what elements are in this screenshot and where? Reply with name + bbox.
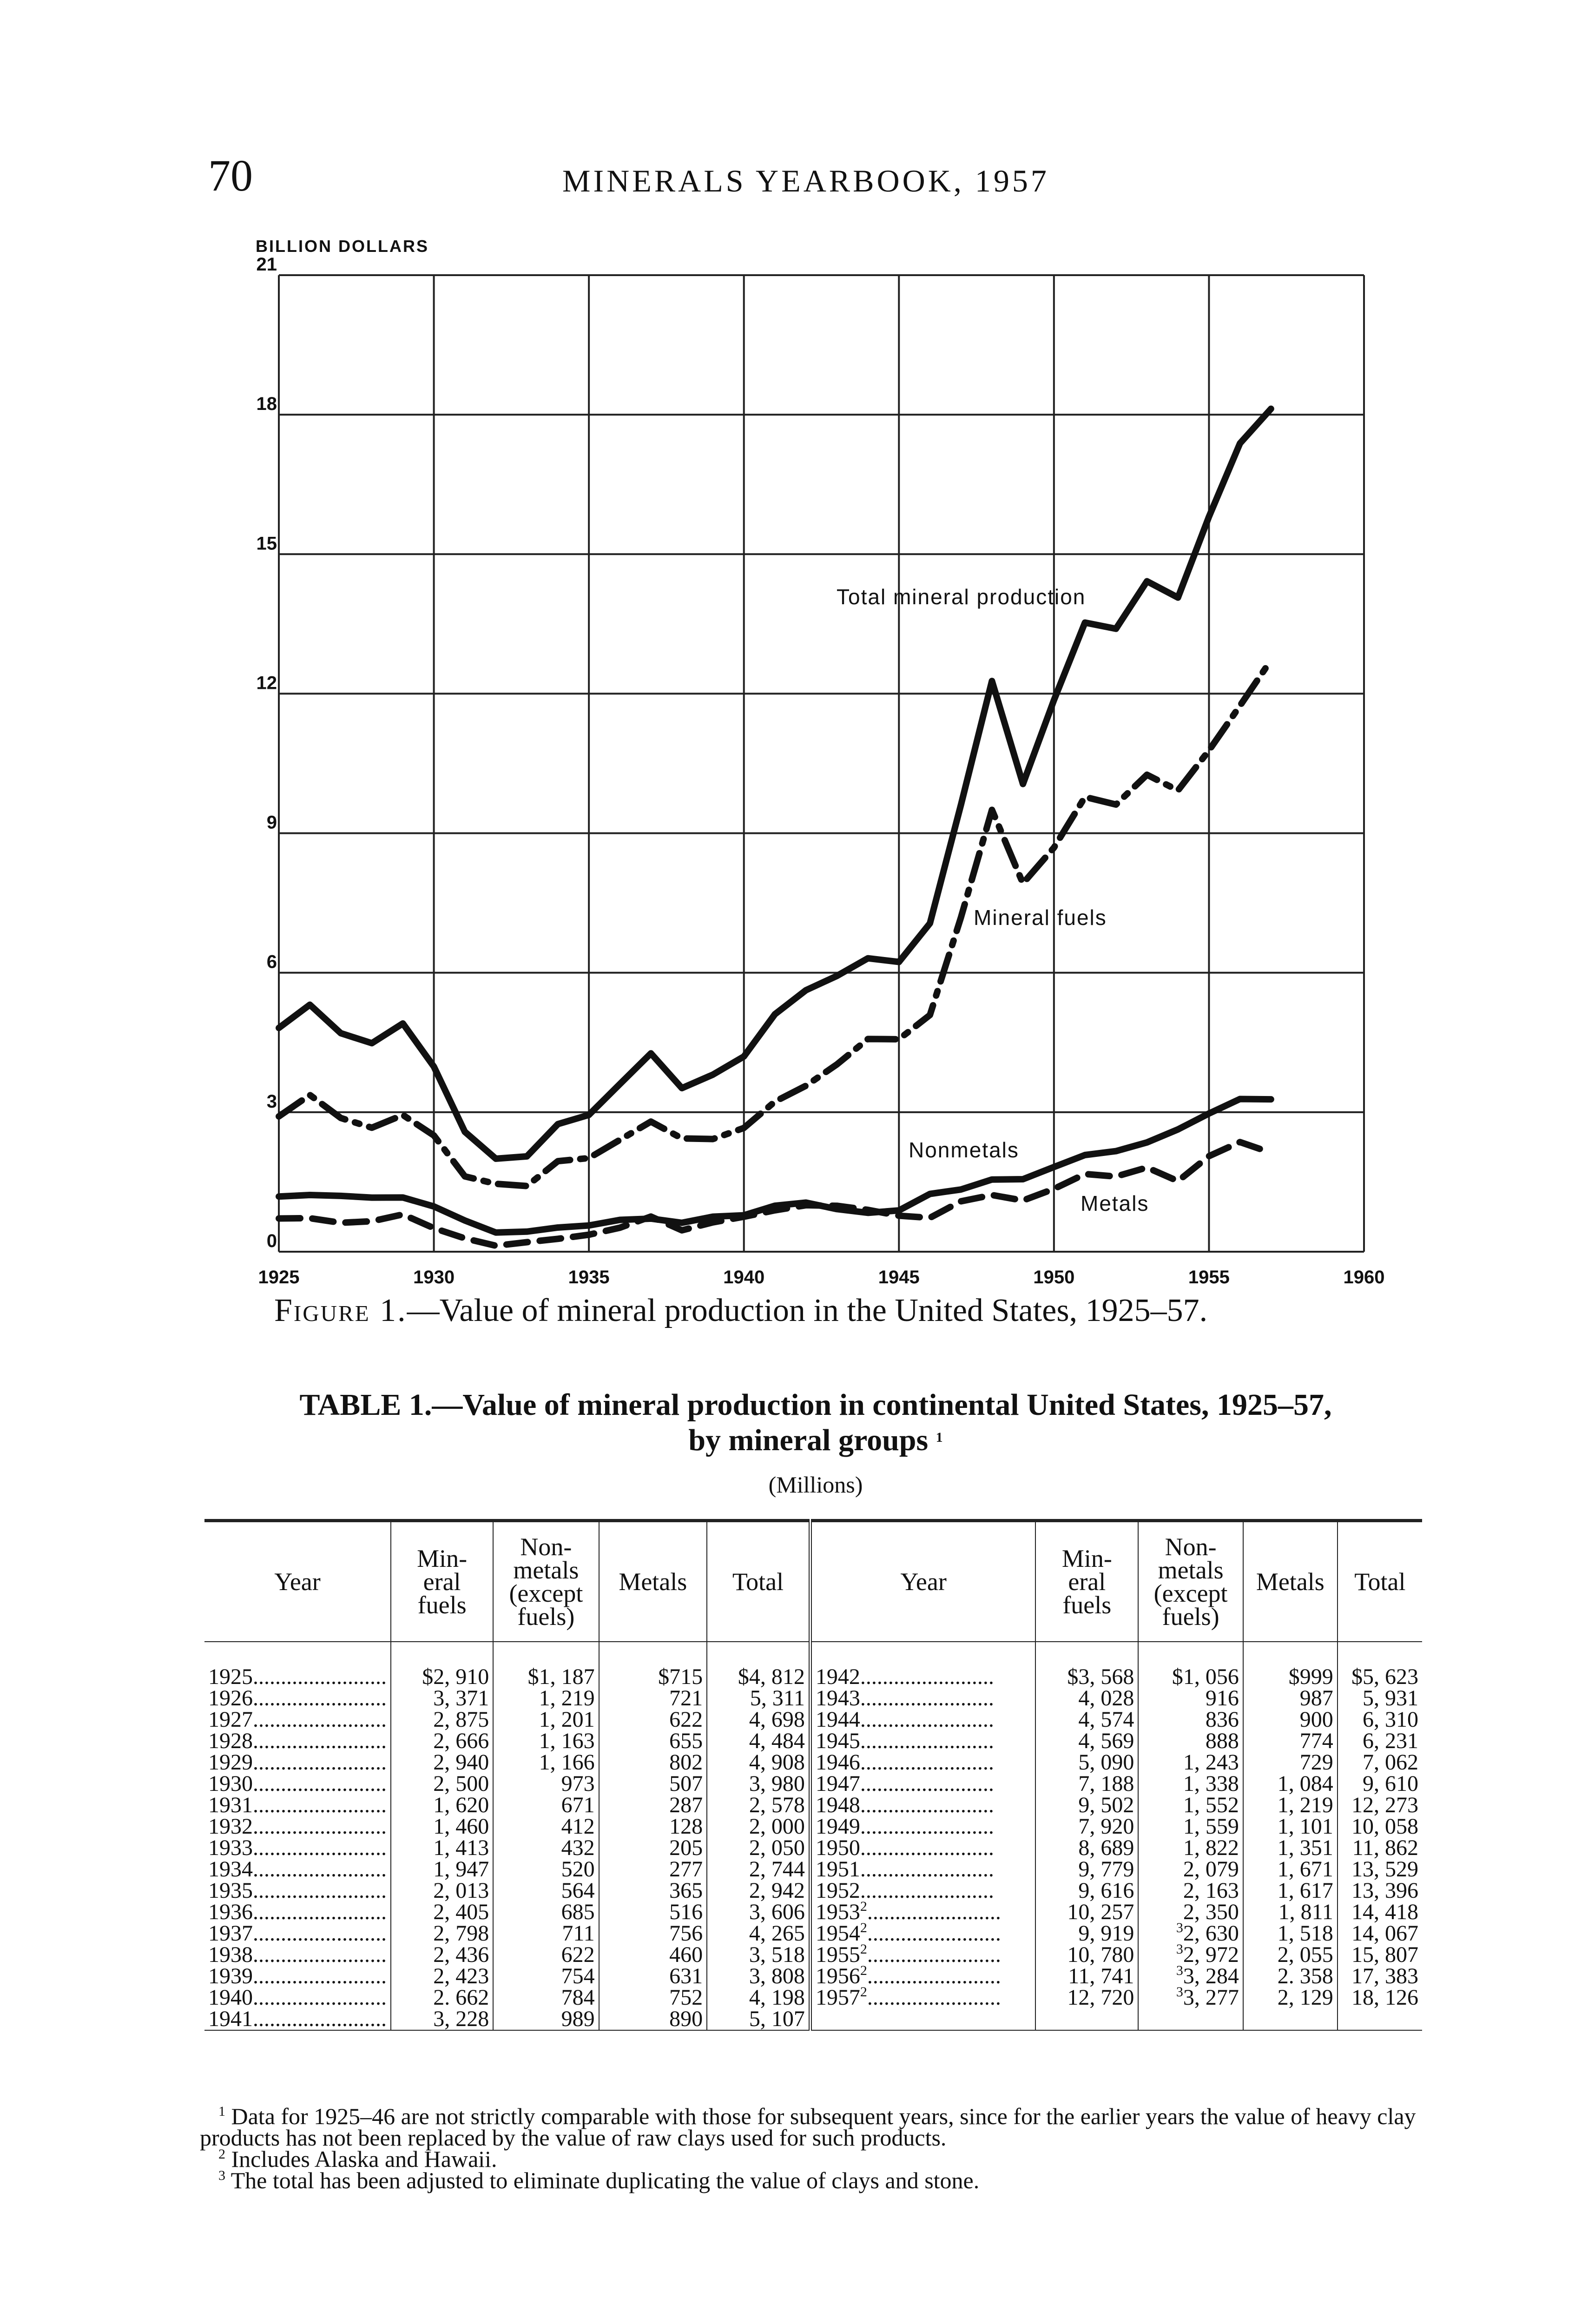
cell-total xyxy=(1338,2008,1422,2030)
cell-fuels: 12, 720 xyxy=(1035,1987,1138,2008)
y-tick-label: 0 xyxy=(266,1231,277,1251)
cell-metals: 460 xyxy=(599,1944,707,1966)
cell-fuels: 1, 620 xyxy=(391,1795,493,1816)
cell-metals: $999 xyxy=(1243,1642,1338,1688)
cell-metals: 987 xyxy=(1243,1688,1338,1709)
cell-year: 1932........................ xyxy=(208,1814,387,1839)
table-row xyxy=(204,1816,1422,1837)
cell-year: 1934........................ xyxy=(208,1857,387,1882)
cell-nonmetals: 784 xyxy=(493,1987,599,2008)
cell-total: 6, 231 xyxy=(1338,1730,1422,1752)
cell-fuels xyxy=(1035,2008,1138,2030)
cell-total: 4, 265 xyxy=(707,1923,810,1944)
cell-year: 1940........................ xyxy=(208,1985,387,2010)
cell-total: 3, 606 xyxy=(707,1901,810,1923)
cell-metals: 622 xyxy=(599,1709,707,1730)
series-label-metals: Metals xyxy=(1081,1191,1149,1215)
table-row xyxy=(204,1944,1422,1966)
cell-year: 1957$^2$........................ xyxy=(810,1987,1035,2008)
y-tick-label: 15 xyxy=(256,533,277,554)
cell-fuels: 2, 405 xyxy=(391,1901,493,1923)
cell-metals: 802 xyxy=(599,1752,707,1773)
cell-year: 1944........................ xyxy=(810,1709,1035,1730)
cell-total: 6, 310 xyxy=(1338,1709,1422,1730)
cell-metals xyxy=(1243,2008,1338,2030)
cell-nonmetals: 1, 163 xyxy=(493,1730,599,1752)
cell-nonmetals: 2, 079 xyxy=(1138,1859,1243,1880)
cell-nonmetals: $^3$2, 630 xyxy=(1138,1923,1243,1944)
y-tick-label: 9 xyxy=(266,812,277,833)
cell-year: 1927........................ xyxy=(208,1707,387,1732)
table-row xyxy=(204,1837,1422,1859)
footnotes xyxy=(200,2103,1431,2193)
cell-year: 1928........................ xyxy=(208,1729,387,1753)
cell-metals: 2, 055 xyxy=(1243,1944,1338,1966)
cell-year: 1949........................ xyxy=(810,1816,1035,1837)
figure-caption-text: —Value of mineral production in the United States, 1925–57. xyxy=(407,1293,1208,1328)
x-tick-label: 1945 xyxy=(878,1267,920,1287)
cell-metals: 721 xyxy=(599,1688,707,1709)
cell-year: 1935........................ xyxy=(208,1878,387,1903)
header-year: Year xyxy=(204,1521,391,1642)
cell-metals: 655 xyxy=(599,1730,707,1752)
cell-nonmetals: $^3$2, 972 xyxy=(1138,1944,1243,1966)
x-tick-label: 1925 xyxy=(258,1267,300,1287)
cell-total: 3, 518 xyxy=(707,1944,810,1966)
cell-nonmetals: $1, 056 xyxy=(1138,1642,1243,1688)
cell-metals: 774 xyxy=(1243,1730,1338,1752)
cell-nonmetals: 1, 552 xyxy=(1138,1795,1243,1816)
table-row xyxy=(204,2008,1422,2030)
cell-fuels: 3, 228 xyxy=(391,2008,493,2030)
cell-fuels: 2, 423 xyxy=(391,1966,493,1987)
cell-nonmetals xyxy=(1138,2008,1243,2030)
cell-fuels: 2, 666 xyxy=(391,1730,493,1752)
header-metals: Metals xyxy=(599,1521,707,1642)
cell-metals: 128 xyxy=(599,1816,707,1837)
header-fuels: Min- eral fuels xyxy=(1035,1521,1138,1642)
table-title xyxy=(200,1387,1431,1458)
cell-metals: $715 xyxy=(599,1642,707,1688)
figure-caption xyxy=(274,1292,1207,1329)
page-number: 70 xyxy=(208,151,253,200)
cell-fuels: 4, 569 xyxy=(1035,1730,1138,1752)
cell-nonmetals: 1, 559 xyxy=(1138,1816,1243,1837)
cell-year: 1931........................ xyxy=(208,1793,387,1817)
cell-year: 1933........................ xyxy=(208,1835,387,1860)
cell-nonmetals: 1, 166 xyxy=(493,1752,599,1773)
cell-metals: 1, 351 xyxy=(1243,1837,1338,1859)
cell-nonmetals: 916 xyxy=(1138,1688,1243,1709)
table-row xyxy=(204,1642,1422,1688)
footnote-2: $^2$ Includes Alaska and Hawaii. xyxy=(218,2146,497,2172)
cell-fuels: 11, 741 xyxy=(1035,1966,1138,1987)
cell-metals: 205 xyxy=(599,1837,707,1859)
series-label-total-mineral-production: Total mineral production xyxy=(837,585,1086,609)
cell-total: 13, 396 xyxy=(1338,1880,1422,1901)
cell-year: 1946........................ xyxy=(810,1752,1035,1773)
cell-nonmetals: 1, 243 xyxy=(1138,1752,1243,1773)
table-header-row xyxy=(204,1521,1422,1642)
cell-nonmetals: 1, 201 xyxy=(493,1709,599,1730)
cell-nonmetals: 836 xyxy=(1138,1709,1243,1730)
table-title-line1: TABLE 1.—Value of mineral production in continental United States, 1925–57, xyxy=(299,1388,1332,1422)
cell-nonmetals: $^3$3, 284 xyxy=(1138,1966,1243,1987)
cell-metals: 1, 671 xyxy=(1243,1859,1338,1880)
cell-fuels: 1, 413 xyxy=(391,1837,493,1859)
cell-nonmetals: 564 xyxy=(493,1880,599,1901)
table-row xyxy=(204,1709,1422,1730)
cell-total: 3, 980 xyxy=(707,1773,810,1795)
footnote-3: $^3$ The total has been adjusted to eliminate duplicating the value of clays and stone. xyxy=(218,2167,980,2193)
y-tick-label: 18 xyxy=(256,394,277,415)
cell-year: 1947........................ xyxy=(810,1773,1035,1795)
cell-fuels: $3, 568 xyxy=(1035,1642,1138,1688)
x-tick-label: 1940 xyxy=(723,1267,765,1287)
cell-nonmetals: 432 xyxy=(493,1837,599,1859)
cell-year: 1942........................ xyxy=(810,1642,1035,1688)
cell-fuels: 5, 090 xyxy=(1035,1752,1138,1773)
header-total: Total xyxy=(1338,1521,1422,1642)
cell-metals: 287 xyxy=(599,1795,707,1816)
cell-total: 14, 067 xyxy=(1338,1923,1422,1944)
cell-total: 12, 273 xyxy=(1338,1795,1422,1816)
cell-fuels: 10, 257 xyxy=(1035,1901,1138,1923)
cell-metals: 1, 811 xyxy=(1243,1901,1338,1923)
cell-metals: 2, 129 xyxy=(1243,1987,1338,2008)
cell-year: 1939........................ xyxy=(208,1964,387,1988)
cell-nonmetals: $1, 187 xyxy=(493,1642,599,1688)
cell-nonmetals: 754 xyxy=(493,1966,599,1987)
cell-fuels: 4, 028 xyxy=(1035,1688,1138,1709)
x-tick-label: 1930 xyxy=(413,1267,455,1287)
cell-metals: 365 xyxy=(599,1880,707,1901)
figure-label: Figure 1. xyxy=(274,1293,407,1328)
cell-total: 4, 198 xyxy=(707,1987,810,2008)
cell-nonmetals: 685 xyxy=(493,1901,599,1923)
cell-metals: 1, 084 xyxy=(1243,1773,1338,1795)
table-title-line2: by mineral groups xyxy=(688,1423,929,1457)
table-body xyxy=(204,1642,1422,2030)
table-row xyxy=(204,1859,1422,1880)
cell-year: 1955$^2$........................ xyxy=(810,1944,1035,1966)
cell-total: 4, 698 xyxy=(707,1709,810,1730)
cell-fuels: 7, 920 xyxy=(1035,1816,1138,1837)
cell-fuels: 2, 798 xyxy=(391,1923,493,1944)
cell-fuels: 2. 662 xyxy=(391,1987,493,2008)
cell-total: 9, 610 xyxy=(1338,1773,1422,1795)
cell-year: 1926........................ xyxy=(208,1686,387,1710)
y-tick-label: 6 xyxy=(266,951,277,972)
cell-metals: 1, 219 xyxy=(1243,1795,1338,1816)
cell-fuels: 2, 940 xyxy=(391,1752,493,1773)
cell-year: 1929........................ xyxy=(208,1750,387,1775)
cell-metals: 752 xyxy=(599,1987,707,2008)
cell-total: 18, 126 xyxy=(1338,1987,1422,2008)
table-row xyxy=(204,1688,1422,1709)
cell-fuels: 8, 689 xyxy=(1035,1837,1138,1859)
running-title: MINERALS YEARBOOK, 1957 xyxy=(562,163,1049,198)
table-row xyxy=(204,1773,1422,1795)
cell-metals: 729 xyxy=(1243,1752,1338,1773)
cell-nonmetals: 622 xyxy=(493,1944,599,1966)
cell-nonmetals: 711 xyxy=(493,1923,599,1944)
y-tick-label: 21 xyxy=(256,254,277,275)
series-label-nonmetals: Nonmetals xyxy=(909,1138,1019,1162)
cell-fuels: 9, 919 xyxy=(1035,1923,1138,1944)
cell-metals: 900 xyxy=(1243,1709,1338,1730)
cell-year: 1936........................ xyxy=(208,1900,387,1924)
cell-year: 1945........................ xyxy=(810,1730,1035,1752)
cell-metals: 631 xyxy=(599,1966,707,1987)
table-row xyxy=(204,1901,1422,1923)
header-year: Year xyxy=(810,1521,1035,1642)
y-axis-label: BILLION DOLLARS xyxy=(256,237,429,256)
cell-year xyxy=(810,2008,1035,2030)
header-metals: Metals xyxy=(1243,1521,1338,1642)
mineral-value-table xyxy=(204,1519,1422,2031)
cell-fuels: $2, 910 xyxy=(391,1642,493,1688)
cell-fuels: 9, 616 xyxy=(1035,1880,1138,1901)
data-table-container xyxy=(204,1519,1422,2031)
cell-nonmetals: 2, 163 xyxy=(1138,1880,1243,1901)
table-row xyxy=(204,1966,1422,1987)
table-row xyxy=(204,1730,1422,1752)
cell-total: 15, 807 xyxy=(1338,1944,1422,1966)
cell-metals: 277 xyxy=(599,1859,707,1880)
cell-year: 1953$^2$........................ xyxy=(810,1901,1035,1923)
cell-metals: 890 xyxy=(599,2008,707,2030)
cell-fuels: 7, 188 xyxy=(1035,1773,1138,1795)
header-fuels: Min- eral fuels xyxy=(391,1521,493,1642)
cell-total: 7, 062 xyxy=(1338,1752,1422,1773)
y-tick-label: 12 xyxy=(256,673,277,693)
cell-year: 1937........................ xyxy=(208,1921,387,1946)
table-row xyxy=(204,1795,1422,1816)
cell-nonmetals: 973 xyxy=(493,1773,599,1795)
table-title-footnote-ref: 1 xyxy=(936,1430,943,1445)
series-label-mineral-fuels: Mineral fuels xyxy=(974,905,1107,930)
cell-nonmetals: 520 xyxy=(493,1859,599,1880)
cell-total: 2, 942 xyxy=(707,1880,810,1901)
x-tick-label: 1960 xyxy=(1343,1267,1385,1287)
cell-total: 2, 744 xyxy=(707,1859,810,1880)
cell-fuels: 3, 371 xyxy=(391,1688,493,1709)
cell-fuels: 2, 875 xyxy=(391,1709,493,1730)
cell-total: 2, 050 xyxy=(707,1837,810,1859)
cell-fuels: 1, 947 xyxy=(391,1859,493,1880)
cell-total: 3, 808 xyxy=(707,1966,810,1987)
table-row xyxy=(204,1880,1422,1901)
cell-year: 1938........................ xyxy=(208,1942,387,1967)
series-line-total-mineral-production xyxy=(279,409,1271,1159)
cell-metals: 1, 518 xyxy=(1243,1923,1338,1944)
cell-year: 1950........................ xyxy=(810,1837,1035,1859)
cell-metals: 756 xyxy=(599,1923,707,1944)
table-row xyxy=(204,1923,1422,1944)
cell-total: 11, 862 xyxy=(1338,1837,1422,1859)
cell-nonmetals: 671 xyxy=(493,1795,599,1816)
cell-nonmetals: 1, 822 xyxy=(1138,1837,1243,1859)
cell-fuels: 2, 500 xyxy=(391,1773,493,1795)
cell-year: 1943........................ xyxy=(810,1688,1035,1709)
header-total: Total xyxy=(707,1521,810,1642)
x-tick-label: 1935 xyxy=(568,1267,610,1287)
cell-total: 4, 484 xyxy=(707,1730,810,1752)
cell-fuels: 9, 502 xyxy=(1035,1795,1138,1816)
y-tick-label: 3 xyxy=(266,1091,277,1112)
x-tick-label: 1955 xyxy=(1188,1267,1230,1287)
cell-year: 1930........................ xyxy=(208,1771,387,1796)
cell-total: 5, 107 xyxy=(707,2008,810,2030)
header-nonmetals: Non- metals (except fuels) xyxy=(493,1521,599,1642)
cell-total: 5, 931 xyxy=(1338,1688,1422,1709)
cell-fuels: 2, 013 xyxy=(391,1880,493,1901)
cell-total: 17, 383 xyxy=(1338,1966,1422,1987)
cell-nonmetals: 888 xyxy=(1138,1730,1243,1752)
cell-fuels: 4, 574 xyxy=(1035,1709,1138,1730)
cell-total: 10, 058 xyxy=(1338,1816,1422,1837)
cell-total: $5, 623 xyxy=(1338,1642,1422,1688)
cell-fuels: 2, 436 xyxy=(391,1944,493,1966)
cell-total: 2, 000 xyxy=(707,1816,810,1837)
table-row xyxy=(204,1987,1422,2008)
table-units: (Millions) xyxy=(768,1472,863,1498)
table-row xyxy=(204,1752,1422,1773)
header-nonmetals: Non- metals (except fuels) xyxy=(1138,1521,1243,1642)
cell-year: 1952........................ xyxy=(810,1880,1035,1901)
cell-total: 4, 908 xyxy=(707,1752,810,1773)
cell-year: 1948........................ xyxy=(810,1795,1035,1816)
cell-metals: 2. 358 xyxy=(1243,1966,1338,1987)
series-line-mineral-fuels xyxy=(279,660,1271,1186)
footnote-1: $^1$ Data for 1925–46 are not strictly comparable with those for subsequent years, since for the earlier years the value of heavy clay products has not been replaced by the value of raw clays used for such products. xyxy=(200,2103,1416,2151)
cell-total: $4, 812 xyxy=(707,1642,810,1688)
cell-nonmetals: $^3$3, 277 xyxy=(1138,1987,1243,2008)
cell-metals: 1, 617 xyxy=(1243,1880,1338,1901)
cell-total: 14, 418 xyxy=(1338,1901,1422,1923)
cell-metals: 516 xyxy=(599,1901,707,1923)
cell-nonmetals: 1, 219 xyxy=(493,1688,599,1709)
cell-year: 1954$^2$........................ xyxy=(810,1923,1035,1944)
cell-fuels: 1, 460 xyxy=(391,1816,493,1837)
cell-fuels: 9, 779 xyxy=(1035,1859,1138,1880)
cell-year: 1925........................ xyxy=(208,1664,387,1689)
cell-total: 13, 529 xyxy=(1338,1859,1422,1880)
cell-nonmetals: 989 xyxy=(493,2008,599,2030)
cell-year: 1956$^2$........................ xyxy=(810,1966,1035,1987)
x-tick-label: 1950 xyxy=(1033,1267,1075,1287)
cell-fuels: 10, 780 xyxy=(1035,1944,1138,1966)
cell-nonmetals: 412 xyxy=(493,1816,599,1837)
cell-metals: 1, 101 xyxy=(1243,1816,1338,1837)
cell-year: 1941........................ xyxy=(208,2007,387,2031)
cell-total: 2, 578 xyxy=(707,1795,810,1816)
cell-total: 5, 311 xyxy=(707,1688,810,1709)
cell-nonmetals: 1, 338 xyxy=(1138,1773,1243,1795)
cell-metals: 507 xyxy=(599,1773,707,1795)
cell-nonmetals: 2, 350 xyxy=(1138,1901,1243,1923)
cell-year: 1951........................ xyxy=(810,1859,1035,1880)
